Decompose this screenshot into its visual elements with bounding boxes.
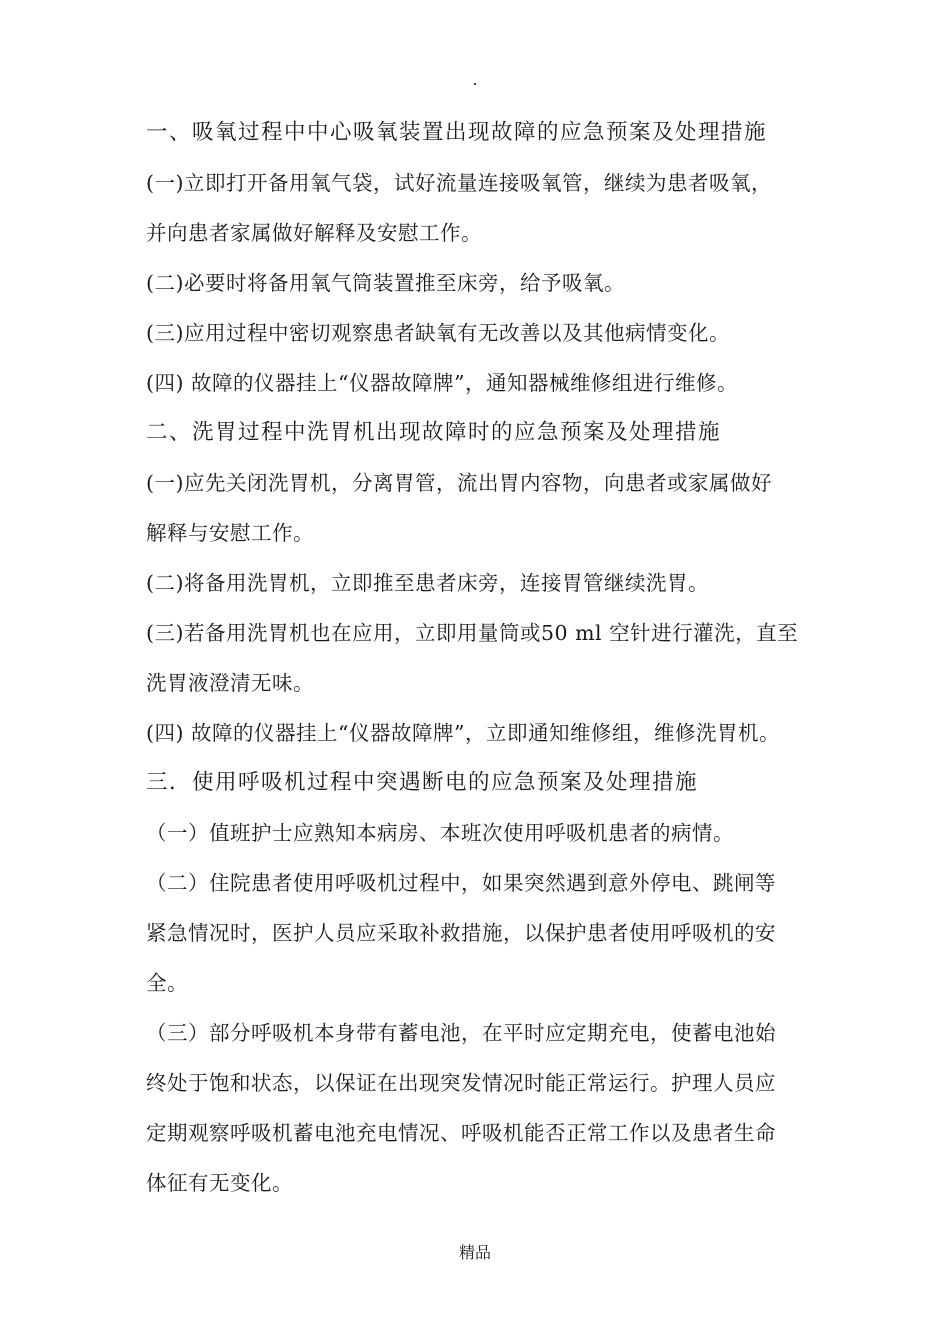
section-2-item-1-line-1: (一)应先关闭洗胃机，分离胃管，流出胃内容物，向患者或家属做好 [146,471,772,495]
section-3-item-2-line-1: （二）住院患者使用呼吸机过程中，如果突然遇到意外停电、跳闸等 [146,871,776,895]
section-2-heading: 二、洗胃过程中洗胃机出现故障时的应急预案及处理措施 [146,420,722,445]
section-2-item-2: (二)将备用洗胃机，立即推至患者床旁，连接胃管继续洗胃。 [146,571,709,595]
section-3-heading: 三．使用呼吸机过程中突遇断电的应急预案及处理措施 [146,770,699,795]
section-2-item-1-line-2: 解释与安慰工作。 [146,521,314,545]
section-2-item-3-line-1: (三)若备用洗胃机也在应用，立即用量筒或50 ml 空针进行灌洗，直至 [146,621,799,645]
page-footer: 精品 [458,1243,491,1262]
section-3-item-3-line-1: （三）部分呼吸机本身带有蓄电池，在平时应定期充电，使蓄电池始 [146,1021,776,1045]
section-3-item-1: （一）值班护士应熟知本病房、本班次使用呼吸机患者的病情。 [146,821,734,845]
section-3-item-2-line-2: 紧急情况时，医护人员应采取补救措施，以保护患者使用呼吸机的安 [146,921,776,945]
header-mark: . [472,70,478,89]
section-1-item-1-line-2: 并向患者家属做好解释及安慰工作。 [146,221,482,245]
section-1-item-2: (二)必要时将备用氧气筒装置推至床旁，给予吸氧。 [146,271,625,295]
section-1-item-4: (四) 故障的仪器挂上“仪器故障牌”，通知器械维修组进行维修。 [146,371,738,395]
section-1-item-1-line-1: (一)立即打开备用氧气袋，试好流量连接吸氧管，继续为患者吸氧， [146,171,772,195]
section-3-item-3-line-3: 定期观察呼吸机蓄电池充电情况、呼吸机能否正常工作以及患者生命 [146,1121,776,1145]
section-2-item-3-line-2: 洗胃液澄清无味。 [146,671,314,695]
section-1-item-3: (三)应用过程中密切观察患者缺氧有无改善以及其他病情变化。 [146,321,730,345]
section-3-item-3-line-4: 体征有无变化。 [146,1171,293,1195]
document-body [146,108,816,1208]
section-2-item-4: (四) 故障的仪器挂上“仪器故障牌”，立即通知维修组，维修洗胃机。 [146,721,780,745]
section-3-item-2-line-3: 全。 [146,971,188,995]
section-3-item-3-line-2: 终处于饱和状态，以保证在出现突发情况时能正常运行。护理人员应 [146,1071,776,1095]
section-1-heading: 一、吸氧过程中中心吸氧装置出现故障的应急预案及处理措施 [146,120,768,145]
